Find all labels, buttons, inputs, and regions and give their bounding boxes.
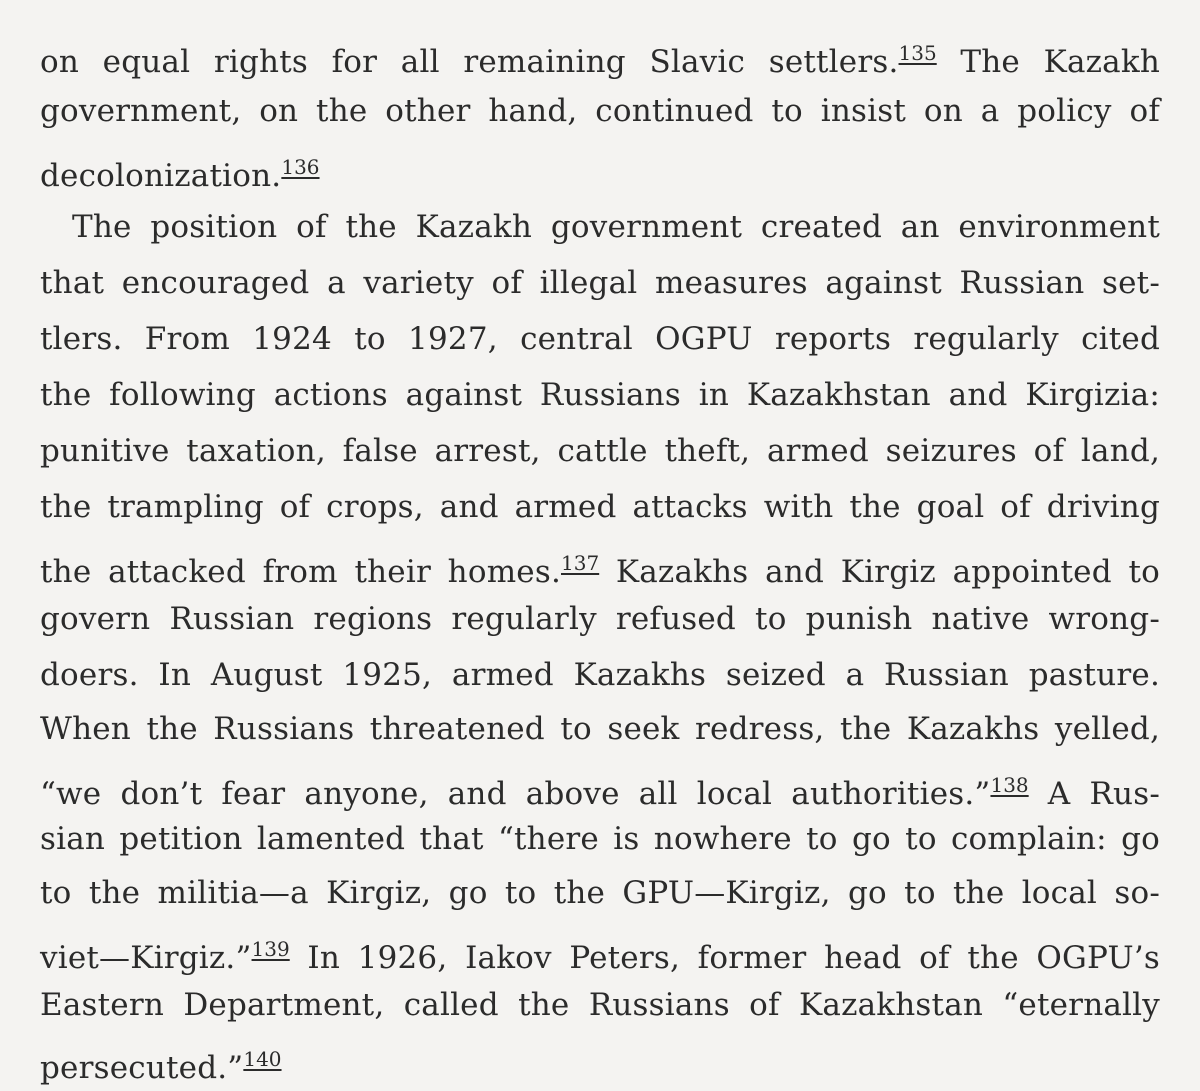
- text-span: govern Russian regions regularly refused to punish native wrong-: [40, 601, 1160, 637]
- text-span: the trampling of crops, and armed attacks with the goal of driving: [40, 489, 1160, 525]
- text-line: [40, 1032, 1160, 1086]
- text-span: doers. In August 1925, armed Kazakhs seized a Russian pasture.: [40, 657, 1160, 693]
- footnote-ref: 137: [561, 551, 600, 575]
- text-span: the following actions against Russians in Kazakhstan and Kirgizia:: [40, 377, 1160, 413]
- text-span: A Rus-: [1028, 776, 1160, 812]
- text-line: [72, 200, 1160, 254]
- text-span: tlers. From 1924 to 1927, central OGPU reports regularly cited: [40, 321, 1160, 357]
- text-span: government, on the other hand, continued to insist on a policy of: [40, 93, 1160, 129]
- text-line: [40, 424, 1160, 478]
- text-line: [40, 648, 1160, 702]
- footnote-ref: 136: [281, 155, 320, 179]
- text-line: [40, 140, 1160, 194]
- text-line: [40, 922, 1160, 976]
- text-span: sian petition lamented that “there is nowhere to go to complain: go: [40, 821, 1160, 857]
- text-span: Kazakhs and Kirgiz appointed to: [599, 554, 1160, 590]
- text-span: When the Russians threatened to seek redress, the Kazakhs yelled,: [40, 711, 1160, 747]
- footnote-ref: 138: [990, 773, 1029, 797]
- text-span: persecuted.”: [40, 1050, 244, 1086]
- text-line: [40, 26, 1160, 80]
- text-line: [40, 368, 1160, 422]
- text-line: [40, 866, 1160, 920]
- text-span: viet—Kirgiz.”: [40, 940, 252, 976]
- text-span: Eastern Department, called the Russians of Kazakhstan “eternally: [40, 987, 1160, 1023]
- text-span: The position of the Kazakh government created an environment: [72, 209, 1160, 245]
- text-line: [40, 312, 1160, 366]
- text-span: decolonization.: [40, 158, 282, 194]
- text-span: that encouraged a variety of illegal measures against Russian set-: [40, 265, 1160, 301]
- text-span: punitive taxation, false arrest, cattle theft, armed seizures of land,: [40, 433, 1160, 469]
- text-line: [40, 480, 1160, 534]
- text-line: [40, 978, 1160, 1032]
- text-span: to the militia—a Kirgiz, go to the GPU—Kirgiz, go to the local so-: [40, 875, 1160, 911]
- text-span: “we don’t fear anyone, and above all local authorities.”: [40, 776, 991, 812]
- text-line: [40, 812, 1160, 866]
- text-line: [40, 758, 1160, 812]
- text-span: on equal rights for all remaining Slavic settlers.: [40, 44, 899, 80]
- footnote-ref: 140: [243, 1047, 282, 1071]
- text-span: The Kazakh: [936, 44, 1160, 80]
- text-line: [40, 256, 1160, 310]
- text-line: [40, 702, 1160, 756]
- text-line: [40, 592, 1160, 646]
- text-span: the attacked from their homes.: [40, 554, 561, 590]
- text-line: [40, 536, 1160, 590]
- text-span: In 1926, Iakov Peters, former head of the OGPU’s: [289, 940, 1160, 976]
- text-line: [40, 84, 1160, 138]
- footnote-ref: 135: [898, 41, 937, 65]
- footnote-ref: 139: [251, 937, 290, 961]
